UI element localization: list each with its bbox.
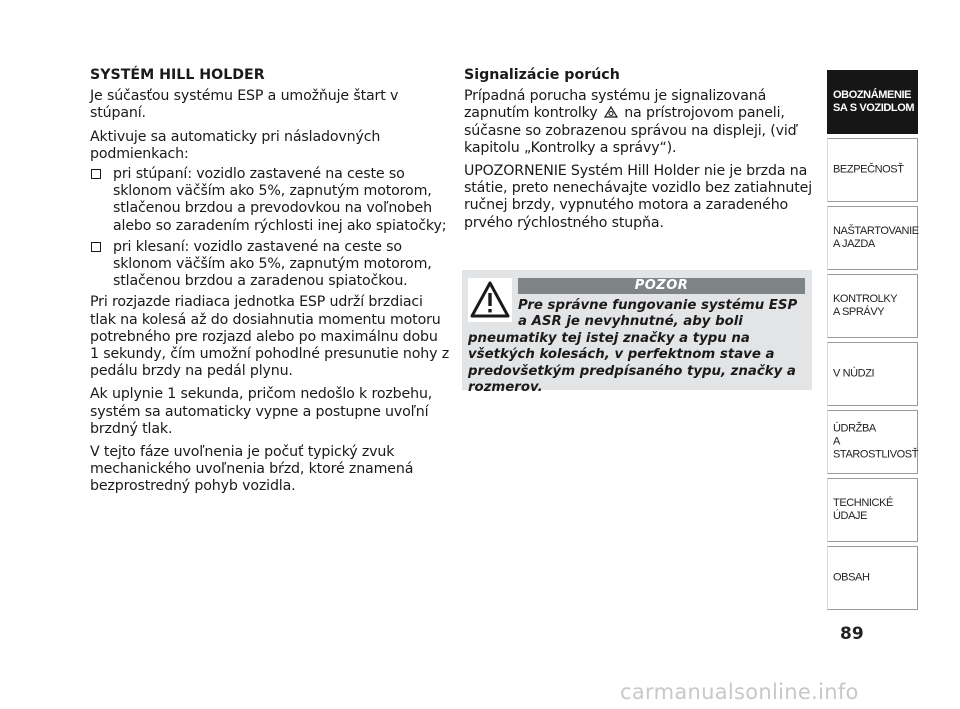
tab-warning-lights[interactable] xyxy=(827,274,918,338)
tab-label: TECHNICKÉ ÚDAJE xyxy=(833,497,893,522)
section-title: Signalizácie porúch xyxy=(464,67,620,83)
tab-label: ÚDRŽBA A STAROSTLIVOSŤ xyxy=(833,422,919,461)
bullet-text: pri klesaní: vozidlo zastavené na ceste so sklonom väčším ako 5%, zapnutým motorom, stlačenou brzdou a zaradenou spiatočkou. xyxy=(113,238,432,290)
paragraph: V tejto fáze uvoľnenia je počuť typický zvuk mechanického uvoľnenia bŕzd, ktoré znamená bezprostredný pohyb vozidla. xyxy=(90,444,414,495)
paragraph: Pri rozjazde riadiaca jednotka ESP udrží brzdiaci tlak na kolesá až do dosiahnutia momentu motoru potrebného pre rozjazd alebo po maximálnu dobu 1 sekundy, čím umožní pohodlné presunutie nohy z pedálu brzdy na pedál plynu. xyxy=(90,294,450,380)
tab-label: V NÚDZI xyxy=(833,367,875,380)
tab-label: OBOZNÁMENIE SA S VOZIDLOM xyxy=(833,89,915,114)
paragraph: Ak uplynie 1 sekunda, pričom nedošlo k rozbehu, systém sa automaticky vypne a postupne uvoľní brzdný tlak. xyxy=(90,386,433,437)
tab-label: BEZPEČNOSŤ xyxy=(833,163,904,176)
paragraph-text: Prípadná porucha systému je signalizovaná zapnutím kontrolky xyxy=(464,88,767,122)
tab-safety[interactable] xyxy=(827,138,918,202)
left-column xyxy=(90,67,450,502)
tab-label: NAŠTARTOVANIE A JAZDA xyxy=(833,225,919,250)
checkbox-bullet-icon xyxy=(91,169,101,179)
bullet-item xyxy=(90,239,450,291)
tab-overview[interactable] xyxy=(827,70,918,134)
tab-contents[interactable] xyxy=(827,546,918,610)
warning-line: a ASR je nevyhnutné, aby boli xyxy=(518,314,743,330)
warning-text xyxy=(468,298,808,396)
tab-starting-driving[interactable] xyxy=(827,206,918,270)
right-column xyxy=(464,67,814,238)
warning-line: pneumatiky tej istej značky a typu na všetkých kolesách, v perfektnom stave a predovšetkým predpísaného typu, značky a rozmerov. xyxy=(468,330,796,396)
tab-technical-data[interactable] xyxy=(827,478,918,542)
tab-label: OBSAH xyxy=(833,571,870,584)
warning-header: POZOR xyxy=(518,278,805,294)
esp-warning-light-icon xyxy=(604,106,618,118)
chapter-tabs xyxy=(827,70,918,614)
checkbox-bullet-icon xyxy=(91,242,101,252)
paragraph xyxy=(464,88,814,157)
paragraph: Je súčasťou systému ESP a umožňuje štart v stúpaní. xyxy=(90,88,399,122)
tab-label: KONTROLKY A SPRÁVY xyxy=(833,293,898,318)
paragraph-text: na prístrojovom paneli, súčasne so zobrazenou správou na displeji, (viď kapitolu „Kontrolky a správy“). xyxy=(464,105,797,156)
warning-box xyxy=(462,270,812,396)
paragraph: UPOZORNENIE Systém Hill Holder nie je brzda na státie, preto nenechávajte vozidlo bez zatiahnutej ručnej brzdy, vypnutého motora a zaradeného prvého rýchlostného stupňa. xyxy=(464,163,813,231)
watermark: carmanualsonline.info xyxy=(620,680,859,704)
paragraph: Aktivuje sa automaticky pri násladovných podmienkach: xyxy=(90,128,381,162)
tab-maintenance[interactable] xyxy=(827,410,918,474)
tab-emergency[interactable] xyxy=(827,342,918,406)
warning-line: Pre správne fungovanie systému ESP xyxy=(518,298,798,313)
page-number: 89 xyxy=(840,624,864,644)
section-title: SYSTÉM HILL HOLDER xyxy=(90,67,265,83)
bullet-item xyxy=(90,166,450,235)
bullet-text: pri stúpaní: vozidlo zastavené na ceste so sklonom väčším ako 5%, zapnutým motorom, stlačenou brzdou a prevodovkou na voľnobeh alebo so zaradením rýchlosti inej ako spiatočky; xyxy=(113,166,447,234)
